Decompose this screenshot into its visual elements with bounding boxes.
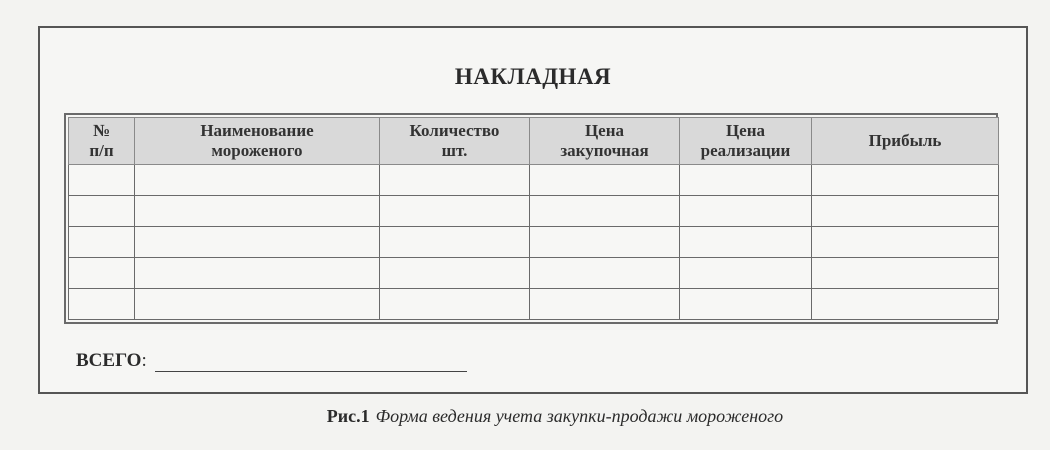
table-row xyxy=(69,196,999,227)
table-cell xyxy=(69,258,135,289)
table-cell xyxy=(69,227,135,258)
figure-caption xyxy=(0,406,1050,427)
caption-text: Форма ведения учета закупки-продажи мороженого xyxy=(375,406,784,426)
column-header-line: Количество xyxy=(409,121,500,140)
table-cell xyxy=(812,289,999,320)
table-cell xyxy=(380,196,530,227)
total-colon: : xyxy=(141,350,147,371)
caption-number: Рис.1 xyxy=(326,406,370,426)
table-cell xyxy=(680,196,812,227)
column-header-line: Цена xyxy=(584,121,625,140)
table-cell xyxy=(380,165,530,196)
column-header-line: Наименование xyxy=(200,121,314,140)
table-cell xyxy=(812,227,999,258)
table-cell xyxy=(812,165,999,196)
invoice-form-frame xyxy=(38,26,1028,394)
table-cell xyxy=(812,196,999,227)
table-cell xyxy=(69,289,135,320)
column-header-quantity xyxy=(380,118,530,165)
table-cell xyxy=(680,289,812,320)
table-row xyxy=(69,227,999,258)
table-cell xyxy=(380,258,530,289)
table-row xyxy=(69,258,999,289)
table-cell xyxy=(530,227,680,258)
table-cell xyxy=(69,196,135,227)
table-cell xyxy=(680,165,812,196)
table-cell xyxy=(135,227,380,258)
table-cell xyxy=(530,196,680,227)
total-label: ВСЕГО xyxy=(76,350,142,371)
table-row xyxy=(69,289,999,320)
invoice-table-wrapper xyxy=(64,113,998,324)
column-header-line: Цена xyxy=(725,121,766,140)
column-header-line: № xyxy=(92,121,111,140)
total-blank-line xyxy=(155,351,467,372)
table-cell xyxy=(680,227,812,258)
total-section xyxy=(76,350,467,372)
column-header-line: п/п xyxy=(89,141,114,160)
column-header-name xyxy=(135,118,380,165)
column-header-purchase-price xyxy=(530,118,680,165)
table-cell xyxy=(135,196,380,227)
table-cell xyxy=(135,258,380,289)
column-header-line: реализации xyxy=(700,141,791,160)
column-header-line: мороженого xyxy=(211,141,303,160)
column-header-line: шт. xyxy=(441,141,468,160)
table-cell xyxy=(530,289,680,320)
invoice-table xyxy=(68,117,999,320)
table-cell xyxy=(380,227,530,258)
column-header-number xyxy=(69,118,135,165)
column-header-line: закупочная xyxy=(560,141,649,160)
table-row xyxy=(69,165,999,196)
column-header-line: Прибыль xyxy=(868,131,942,150)
table-header-row xyxy=(69,118,999,165)
table-cell xyxy=(69,165,135,196)
table-cell xyxy=(812,258,999,289)
table-cell xyxy=(680,258,812,289)
table-cell xyxy=(135,165,380,196)
table-cell xyxy=(380,289,530,320)
table-cell xyxy=(530,258,680,289)
document-title: НАКЛАДНАЯ xyxy=(454,64,612,89)
column-header-profit xyxy=(812,118,999,165)
table-cell xyxy=(530,165,680,196)
column-header-sale-price xyxy=(680,118,812,165)
table-cell xyxy=(135,289,380,320)
